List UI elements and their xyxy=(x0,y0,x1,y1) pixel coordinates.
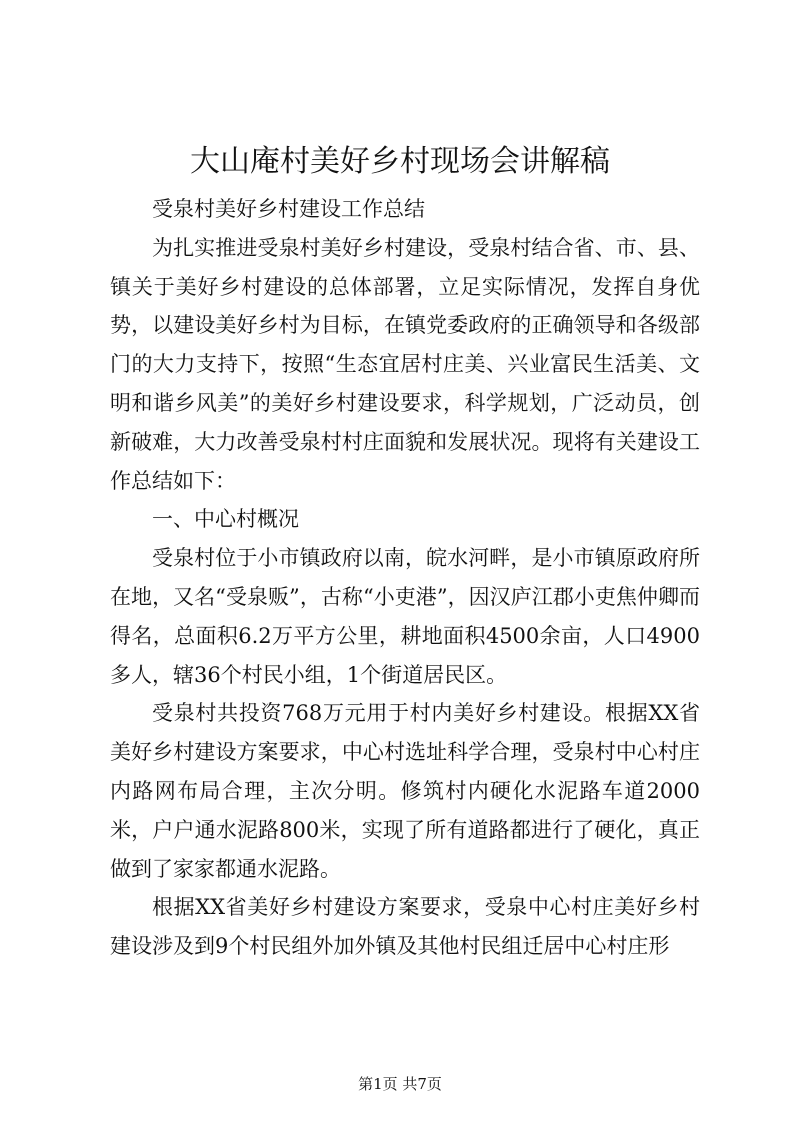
paragraph-intro: 为扎实推进受泉村美好乡村建设，受泉村结合省、市、县、镇关于美好乡村建设的总体部署，立足实际情况，发挥自身优势，以建设美好乡村为目标，在镇党委政府的正确领导和各级部门的大力支持下，按照“生态宜居村庄美、兴业富民生活美、文明和谐乡风美”的美好乡村建设要求，科学规划，广泛动员，创新破难，大力改善受泉村村庄面貌和发展状况。现将有关建设工作总结如下： xyxy=(110,235,700,493)
section-heading: 一、中心村概况 xyxy=(152,507,299,532)
paragraph-subtitle: 受泉村美好乡村建设工作总结 xyxy=(152,197,425,221)
document-body xyxy=(110,190,700,966)
document-title: 大山庵村美好乡村现场会讲解稿 xyxy=(190,144,610,179)
paragraph-investment: 受泉村共投资768万元用于村内美好乡村建设。根据XX省美好乡村建设方案要求，中心村选址科学合理，受泉村中心村庄内路网布局合理，主次分明。修筑村内硬化水泥路车道2000米，户户通水泥路800米，实现了所有道路都进行了硬化，真正做到了家家都通水泥路。 xyxy=(110,701,700,881)
paragraph-plan: 根据XX省美好乡村建设方案要求，受泉中心村庄美好乡村建设涉及到9个村民组外加外镇及其他村民组迁居中心村庄形 xyxy=(110,895,700,959)
paragraph-village-overview: 受泉村位于小市镇政府以南，皖水河畔，是小市镇原政府所在地，又名“受泉贩”，古称“小吏港”，因汉庐江郡小吏焦仲卿而得名，总面积6.2万平方公里，耕地面积4500余亩，人口4900多人，辖36个村民小组，1个街道居民区。 xyxy=(110,546,700,687)
page-footer: 第1页 共7页 xyxy=(358,1075,442,1093)
